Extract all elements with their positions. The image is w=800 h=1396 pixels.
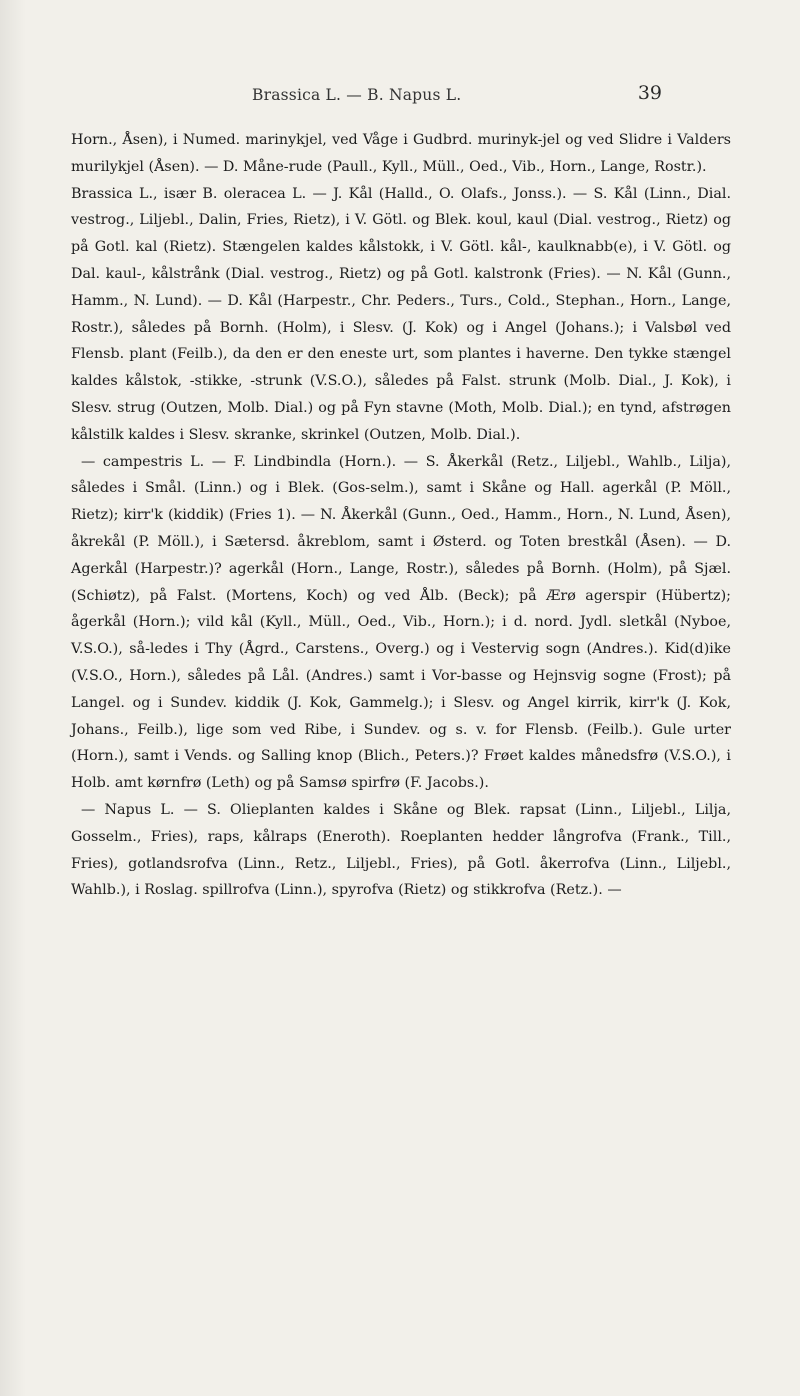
entry-brassica-oleracea: Brassica L., især B. oleracea L. — J. Kål (Halld., O. Olafs., Jonss.). — S. Kål (Linn., Dial. vestrog., Liljebl., Dalin, Fries, Rietz), i V. Götl. og Blek. koul, kaul (Dial. vestrog., Rietz) og på Gotl. kal (Rietz). Stængelen kaldes kålstokk, i V. Götl. kål-, kaulknabb(e), i V. Götl. og Dal. kaul-, kålstrånk (Dial. vestrog., Rietz) og på Gotl. kalstronk (Fries). — N. Kål (Gunn., Hamm., N. Lund). — D. Kål (Harpestr., Chr. Peders., Turs., Cold., Stephan., Horn., Lange, Rostr.), således på Bornh. (Holm), i Slesv. (J. Kok) og i Angel (Johans.); i Valsbøl ved Flensb. plant (Feilb.), da den er den eneste urt, som plantes i haverne. Den tykke stængel kaldes kålstok, -stikke, -strunk (V.S.O.), således på Falst. strunk (Molb. Dial., J. Kok), i Slesv. strug (Outzen, Molb. Dial.) og på Fyn stavne (Moth, Molb. Dial.); en tynd, afstrøgen kålstilk kaldes i Slesv. skranke, skrinkel (Outzen, Molb. Dial.). — [71, 185, 731, 443]
entry-campestris: — campestris L. — F. Lindbindla (Horn.). — S. Åkerkål (Retz., Liljebl., Wahlb., Lilja), således i Smål. (Linn.) og i Blek. (Gos-selm.), samt i Skåne og Hall. agerkål (P. Möll., Rietz); kirr'k (kiddik) (Fries 1). — N. Åkerkål (Gunn., Oed., Hamm., Horn., N. Lund, Åsen), åkrekål (P. Möll.), i Sætersd. åkreblom, samt i Østerd. og Toten brestkål (Åsen). — D. Agerkål (Harpestr.)? agerkål (Horn., Lange, Rostr.), således på Bornh. (Holm), på Sjæl. (Schiøtz), på Falst. (Mortens, Koch) og ved Ålb. (Beck); på Ærø agerspir (Hübertz); ågerkål (Horn.); vild kål (Kyll., Müll., Oed., Vib., Horn.); i d. nord. Jydl. sletkål (Nyboe, V.S.O.), så-ledes i Thy (Ågrd., Carstens., Overg.) og i Vestervig sogn (Andres.). Kid(d)ike (V.S.O., Horn.), således på Lål. (Andres.) samt i Vor-basse og Hejnsvig sogne (Frost); på Langel. og i Sundev. kiddik (J. Kok, Gammelg.); i Slesv. og Angel kirrik, kirr'k (J. Kok, Johans., Feilb.), lige som ved Ribe, i Sundev. og s. v. for Flensb. (Feilb.). Gule urter (Horn.), samt i Vends. og Salling knop (Blich., Peters.)? Frøet kaldes månedsfrø (V.S.O.), i Holb. amt kørnfrø (Leth) og på Samsø spirfrø (F. Jacobs.). — [71, 453, 731, 792]
page-number: 39 — [637, 82, 662, 104]
running-header — [0, 82, 800, 108]
entry-napus: — Napus L. — S. Olieplanten kaldes i Skåne og Blek. rapsat (Linn., Liljebl., Lilja, Gosselm., Fries), raps, kålraps (Eneroth). Roeplanten hedder långrofva (Frank., Till., Fries), gotlandsrofva (Linn., Retz., Liljebl., Fries), på Gotl. åkerrofva (Linn., Liljebl., Wahlb.), i Roslag. spillrofva (Linn.), spyrofva (Rietz) og stikkrofva (Retz.). — — [71, 801, 731, 899]
running-title: Brassica L. — B. Napus L. — [252, 86, 462, 104]
binder-shadow — [0, 0, 26, 1396]
paragraph-continuation: Horn., Åsen), i Numed. marinykjel, ved Våge i Gudbrd. murinyk-jel og ved Slidre i Valders murilykjel (Åsen). — D. Måne-rude (Paull., Kyll., Müll., Oed., Vib., Horn., Lange, Rostr.). — [71, 132, 731, 175]
page-body — [71, 127, 731, 904]
